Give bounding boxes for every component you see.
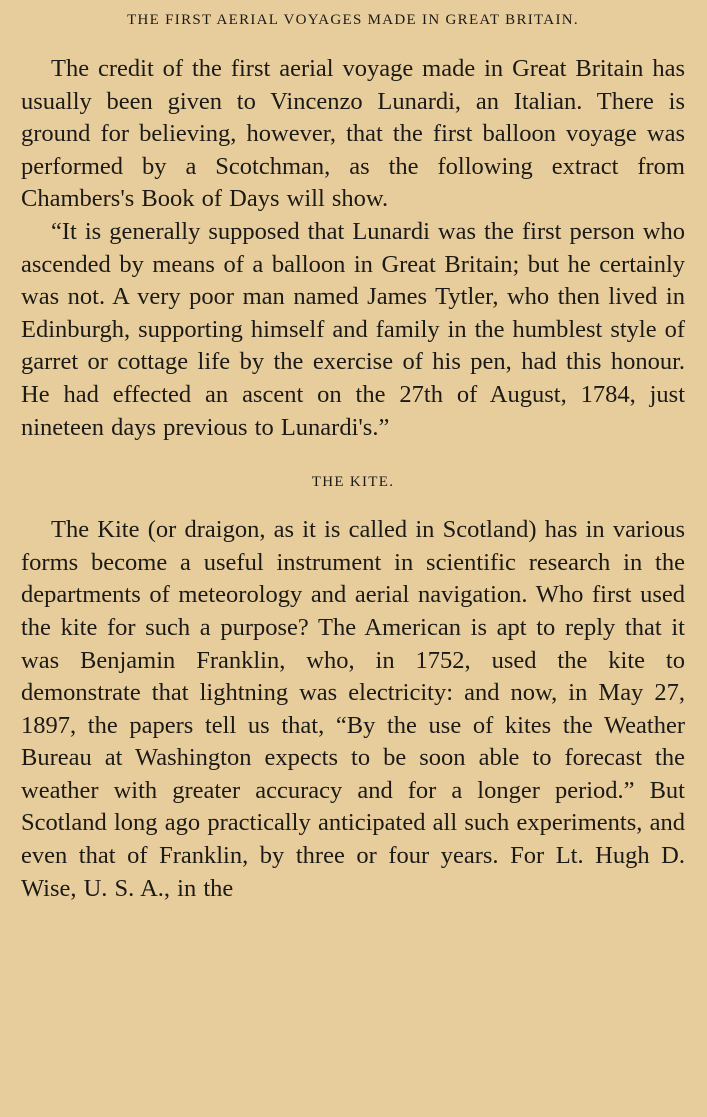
running-head: THE FIRST AERIAL VOYAGES MADE IN GREAT BRITAIN.	[127, 12, 579, 28]
section-title-kite: THE KITE.	[311, 474, 395, 491]
paragraph-kite: The Kite (or draigon, as it is called in Scotland) has in various forms become a useful instrument in scientific research in the departments of meteorology and aerial navigation. Who first used the kite for such a purpose? The American is apt to reply that it was Benjamin Franklin, who, in 1752, used the kite to demonstrate that lightning was electricity: and now, in May 27, 1897, the papers tell us that, “By the use of kites the Weather Bureau at Washington expects to be soon able to forecast the weather with greater accuracy and for a longer period.” But Scotland long ago practically anticipated all such experiments, and even that of Franklin, by three or four years. For Lt. Hugh D. Wise, U. S. A., in the	[21, 516, 685, 902]
paragraph-tytler-quote: “It is generally supposed that Lunardi was the first person who ascended by means of a balloon in Great Britain; but he certainly was not. A very poor man named James Tytler, who then lived in Edinburgh, supporting himself and family in the humblest style of garret or cottage life by the exercise of his pen, had this honour. He had effected an ascent on the 27th of August, 1784, just nineteen days previous to Lunardi's.”	[21, 217, 685, 441]
paragraph-lunardi: The credit of the first aerial voyage made in Great Britain has usually been given to Vincenzo Lunardi, an Italian. There is ground for believing, however, that the first balloon voyage was performed by a Scotchman, as the following extract from Chambers's Book of Days will show.	[21, 55, 685, 213]
